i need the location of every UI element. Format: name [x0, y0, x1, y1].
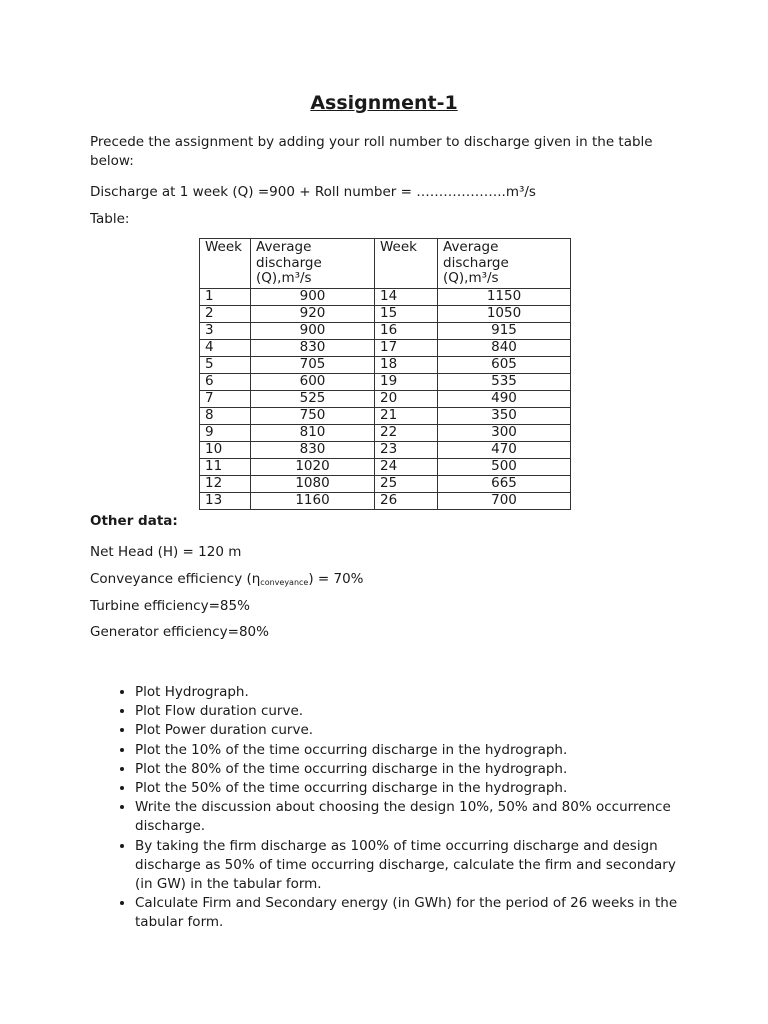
week-cell: 17 — [375, 339, 438, 356]
other-data-label: Other data: — [90, 513, 178, 529]
task-item: • Plot the 80% of the time occurring discharge in the hydrograph. — [135, 760, 695, 779]
discharge-cell: 900 — [251, 288, 375, 305]
discharge-cell: 700 — [438, 492, 571, 509]
table-row — [200, 424, 571, 441]
header-week-1: Week — [200, 239, 251, 289]
table-row — [200, 373, 571, 390]
discharge-cell: 840 — [438, 339, 571, 356]
table-row — [200, 288, 571, 305]
table-body — [200, 288, 571, 509]
conveyance-suffix: ) = 70% — [308, 571, 364, 587]
week-cell: 2 — [200, 305, 251, 322]
task-item: • Plot Flow duration curve. — [135, 702, 695, 721]
task-item: • Plot Hydrograph. — [135, 683, 695, 702]
week-cell: 1 — [200, 288, 251, 305]
discharge-table — [199, 238, 571, 510]
week-cell: 5 — [200, 356, 251, 373]
week-cell: 6 — [200, 373, 251, 390]
week-cell: 10 — [200, 441, 251, 458]
discharge-cell: 535 — [438, 373, 571, 390]
page-title: Assignment-1 — [310, 92, 458, 114]
task-item: • Write the discussion about choosing the design 10%, 50% and 80% occurrence discharge. — [135, 798, 695, 836]
discharge-cell: 915 — [438, 322, 571, 339]
discharge-cell: 605 — [438, 356, 571, 373]
discharge-cell: 1150 — [438, 288, 571, 305]
discharge-cell: 1160 — [251, 492, 375, 509]
discharge-cell: 1080 — [251, 475, 375, 492]
conveyance-efficiency — [90, 570, 364, 592]
discharge-cell: 525 — [251, 390, 375, 407]
week-cell: 9 — [200, 424, 251, 441]
week-cell: 15 — [375, 305, 438, 322]
discharge-cell: 665 — [438, 475, 571, 492]
discharge-cell: 1050 — [438, 305, 571, 322]
task-item: • By taking the firm discharge as 100% of time occurring discharge and design discharge as 50% of time occurring discharge, calculate the firm and secondary (in GW) in the tabular form. — [135, 837, 695, 895]
table-row — [200, 305, 571, 322]
week-cell: 13 — [200, 492, 251, 509]
week-cell: 23 — [375, 441, 438, 458]
discharge-cell: 600 — [251, 373, 375, 390]
conveyance-prefix: Conveyance efficiency (η — [90, 571, 261, 587]
task-item: • Calculate Firm and Secondary energy (in GWh) for the period of 26 weeks in the tabular form. — [135, 894, 695, 932]
week-cell: 14 — [375, 288, 438, 305]
table-row — [200, 339, 571, 356]
turbine-efficiency: Turbine efficiency=85% — [90, 598, 250, 614]
week-cell: 7 — [200, 390, 251, 407]
week-cell: 16 — [375, 322, 438, 339]
table-row — [200, 441, 571, 458]
week-cell: 12 — [200, 475, 251, 492]
discharge-cell: 810 — [251, 424, 375, 441]
generator-efficiency: Generator efficiency=80% — [90, 624, 269, 640]
table-row — [200, 390, 571, 407]
intro-paragraph: Precede the assignment by adding your roll number to discharge given in the table below: — [90, 134, 653, 169]
discharge-cell: 470 — [438, 441, 571, 458]
header-discharge-2: Average discharge (Q),m³/s — [438, 239, 571, 289]
discharge-cell: 490 — [438, 390, 571, 407]
table-row — [200, 356, 571, 373]
header-discharge-1: Average discharge (Q),m³/s — [251, 239, 375, 289]
discharge-cell: 900 — [251, 322, 375, 339]
table-row — [200, 322, 571, 339]
task-item: • Plot Power duration curve. — [135, 721, 695, 740]
net-head: Net Head (H) = 120 m — [90, 544, 242, 560]
table-row — [200, 492, 571, 509]
week-cell: 8 — [200, 407, 251, 424]
week-cell: 25 — [375, 475, 438, 492]
discharge-cell: 1020 — [251, 458, 375, 475]
week-cell: 3 — [200, 322, 251, 339]
discharge-cell: 920 — [251, 305, 375, 322]
discharge-cell: 750 — [251, 407, 375, 424]
task-item: • Plot the 50% of the time occurring discharge in the hydrograph. — [135, 779, 695, 798]
task-item: • Plot the 10% of the time occurring discharge in the hydrograph. — [135, 741, 695, 760]
table-row — [200, 475, 571, 492]
discharge-cell: 705 — [251, 356, 375, 373]
discharge-cell: 500 — [438, 458, 571, 475]
week-cell: 18 — [375, 356, 438, 373]
conveyance-subscript: conveyance — [260, 578, 309, 587]
table-header-row — [200, 239, 571, 289]
table-row — [200, 407, 571, 424]
week-cell: 21 — [375, 407, 438, 424]
week-cell: 22 — [375, 424, 438, 441]
week-cell: 20 — [375, 390, 438, 407]
week-cell: 24 — [375, 458, 438, 475]
week-cell: 19 — [375, 373, 438, 390]
week-cell: 4 — [200, 339, 251, 356]
discharge-cell: 830 — [251, 441, 375, 458]
discharge-cell: 350 — [438, 407, 571, 424]
week-cell: 11 — [200, 458, 251, 475]
discharge-cell: 830 — [251, 339, 375, 356]
table-row — [200, 458, 571, 475]
week-cell: 26 — [375, 492, 438, 509]
discharge-formula: Discharge at 1 week (Q) =900 + Roll number = ………………..m³/s — [90, 184, 536, 200]
table-label: Table: — [90, 211, 130, 227]
header-week-2: Week — [375, 239, 438, 289]
discharge-cell: 300 — [438, 424, 571, 441]
task-list — [113, 683, 695, 933]
